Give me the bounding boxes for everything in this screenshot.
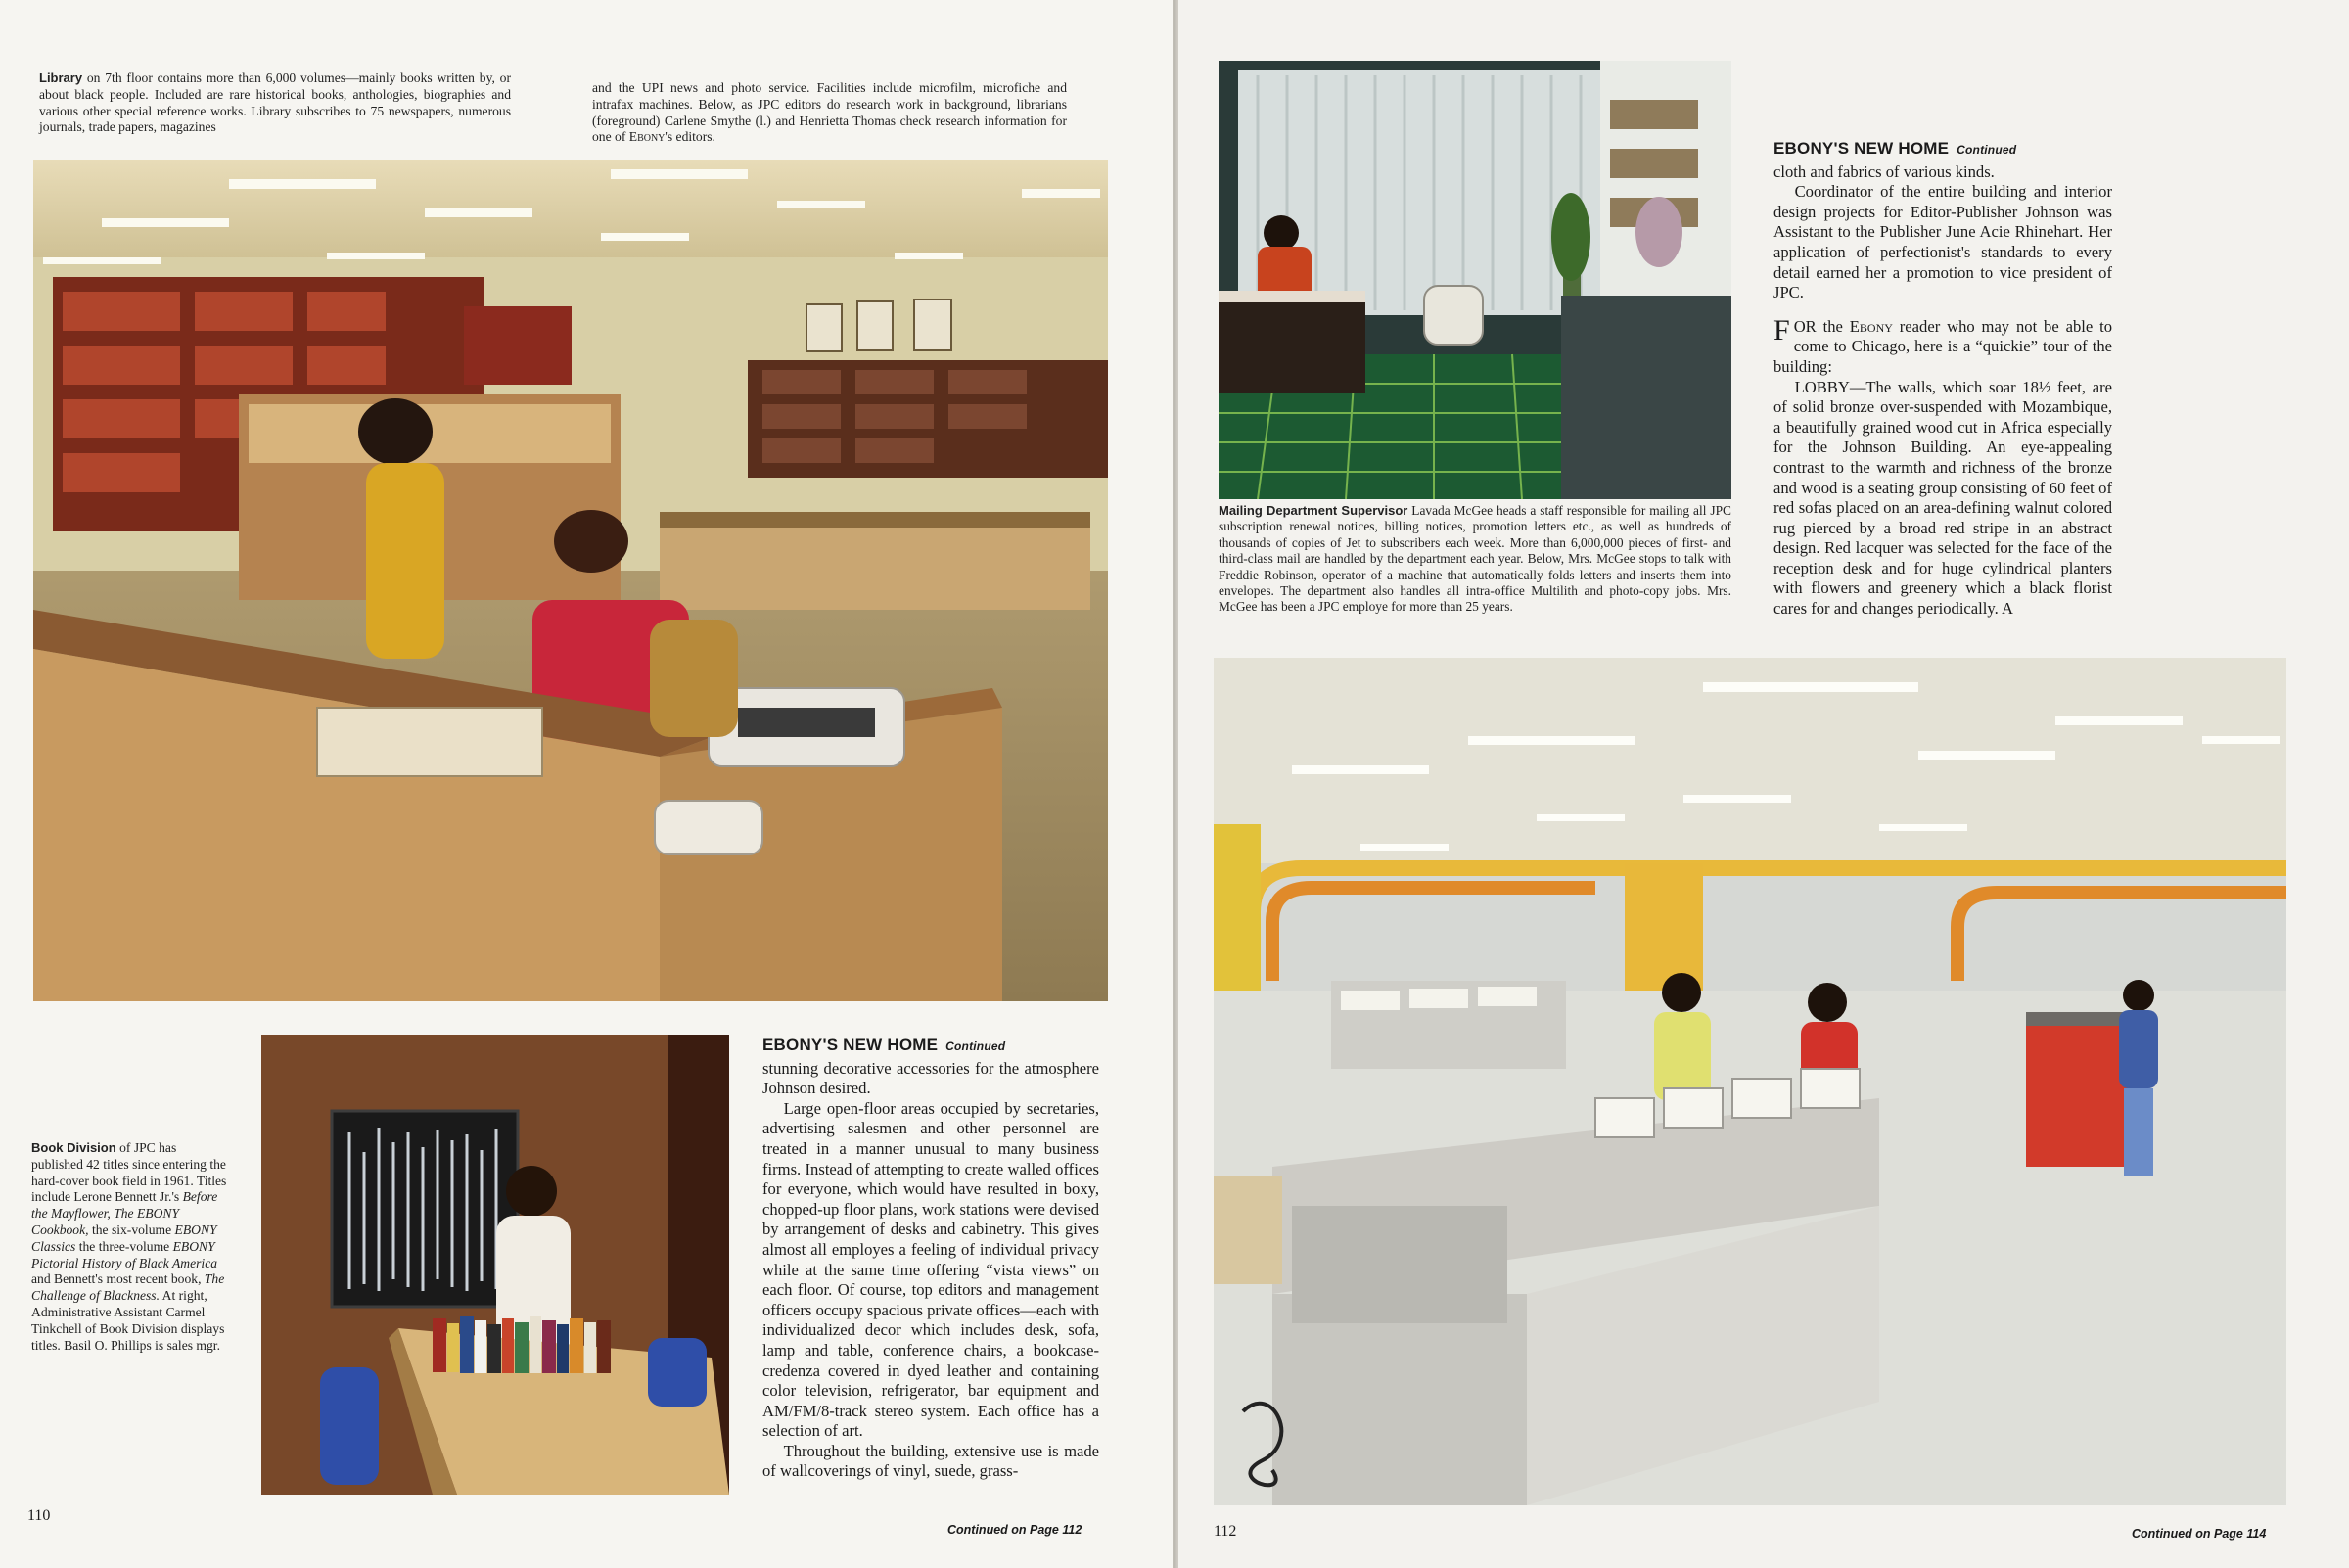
article-paragraph: Large open-floor areas occupied by secretaries, advertising salesmen and other personnel are treated in a manner unusual to many business firms. Instead of attempting to create walled offices for everyone, which would have resulted in boxy, chopped-up floor plans, work stations were devised by arrangement of desks and cabinetry. This gives almost all employes a feeling of individual privacy while at the same time offering “vista views” on each floor. Of course, top editors and management officers occupy spacious private offices—each with individualized decor which includes desk, sofa, lamp and table, conference chairs, a bookcase-credenza covered in dyed leather and containing color television, refrigerator, bar equipment and AM/FM/8-track stereo system. Each office has a selection of art.	[762, 1098, 1099, 1441]
book-caption-title3: EBONY Pictorial History of Black America	[31, 1238, 218, 1270]
library-caption-col2	[592, 80, 1067, 146]
headline-continued: Continued	[1957, 143, 2017, 157]
book-caption-title2: EBONY Classics	[31, 1222, 217, 1254]
article-headline-left	[762, 1036, 1099, 1057]
headline-text: EBONY'S NEW HOME	[1773, 139, 1950, 158]
library-photo	[33, 160, 1108, 1001]
article-paragraph: cloth and fabrics of various kinds.	[1773, 161, 1995, 181]
library-caption-lead: Library	[39, 70, 83, 85]
editors-tail: 's editors.	[665, 129, 715, 145]
right-page	[1178, 0, 2349, 1568]
book-caption-title1: Before the Mayflower, The EBONY Cookbook,	[31, 1189, 218, 1237]
library-caption-col1	[39, 70, 511, 136]
mailing-caption-lead: Mailing Department Supervisor	[1219, 503, 1408, 518]
library-caption-text2: and the UPI news and photo service. Facilities include microfilm, microfiche and intrafax machines. Below, as JPC editors do research work in background, librarians (foreground) Carlene Smythe (l.) and Henrietta Thomas check research information for one of	[592, 80, 1067, 145]
left-page	[0, 0, 1173, 1568]
book-caption-text1: of JPC has published 42 titles since entering the hard-cover book field in 1961. Titles include Lerone Bennett Jr.'s	[31, 1140, 227, 1205]
page-number-left: 110	[27, 1507, 51, 1524]
article-paragraph: Coordinator of the entire building and interior design projects for Editor-Publisher Johnson was Assistant to the Publisher June Acie Rhinehart. Her application of perfectionist's standards to every detail earned her a promotion to vice president of JPC.	[1773, 182, 2112, 302]
mailing-room-photo	[1214, 658, 2286, 1505]
headline-continued: Continued	[945, 1039, 1006, 1053]
mailing-caption	[1219, 503, 1731, 616]
mailing-room-illustration	[1214, 658, 2286, 1505]
book-division-illustration	[261, 1035, 729, 1495]
ebony-smallcaps: Ebony	[628, 129, 666, 145]
continued-on-right: Continued on Page 114	[2132, 1527, 2267, 1541]
headline-text: EBONY'S NEW HOME	[762, 1036, 939, 1054]
mailing-caption-text: Lavada McGee heads a staff responsible for mailing all JPC subscription renewal notices, billing notices, promotion letters etc., as well as hundreds of thousands of copies of Jet to subscribers each week. More than 6,000,000 pieces of first- and third-class mail are handled by the department each year. Below, Mrs. McGee stops to talk with Freddie Robinson, operator of a machine that automatically folds letters and inserts them into envelopes. The department also handles all intra-office Multilith and photo-copy jobs. Mrs. McGee has been a JPC employe for more than 25 years.	[1219, 503, 1731, 615]
tour-intro-a: OR the	[1793, 316, 1843, 336]
article-headline-right	[1773, 139, 2112, 161]
book-caption-text4: and Bennett's most recent book,	[31, 1271, 202, 1287]
book-division-caption	[31, 1140, 227, 1354]
drop-cap: F	[1773, 313, 1790, 346]
article-paragraph: Throughout the building, extensive use is made of wallcoverings of vinyl, suede, grass-	[762, 1441, 1099, 1481]
book-division-photo	[261, 1035, 729, 1495]
article-column-left	[762, 1036, 1099, 1482]
continued-on-left: Continued on Page 112	[947, 1523, 1082, 1537]
page-number-right: 112	[1214, 1523, 1237, 1540]
book-caption-text2: the six-volume	[91, 1222, 172, 1237]
article-paragraph: LOBBY—The walls, which soar 18½ feet, are of solid bronze over-suspended with Mozambique, a beautifully grained wood cut in Africa especially for the Johnson Building. An eye-appealing contrast to the warmth and richness of the bronze and wood is a seating group consisting of 60 feet of red sofas placed on an area-defining walnut colored rug pierced by a broad red stripe in an abstract design. Red lacquer was selected for the face of the reception desk and for huge cylindrical planters with flowers and greenery which a black florist cares for and changes periodically. A	[1773, 377, 2112, 619]
mailing-supervisor-illustration	[1219, 61, 1731, 499]
book-caption-text5: At right, Administrative Assistant Carmel Tinkchell of Book Division displays titles. Basil O. Phillips is sales mgr.	[31, 1288, 225, 1353]
library-photo-illustration	[33, 160, 1108, 1001]
library-caption-text1: on 7th floor contains more than 6,000 volumes—mainly books written by, or about black people. Included are rare historical books, anthologies, biographies and various other special reference works. Library subscribes to 75 newspapers, numerous journals, trade papers, magazines	[39, 70, 511, 135]
article-paragraph-tour	[1773, 313, 2112, 378]
book-caption-lead: Book Division	[31, 1140, 116, 1155]
mailing-supervisor-photo	[1219, 61, 1731, 499]
article-column-right	[1773, 139, 2112, 620]
ebony-smallcaps: Ebony	[1849, 316, 1893, 336]
book-caption-title4: The Challenge of Blackness.	[31, 1271, 225, 1304]
tour-intro-b: reader who may not be able to come to Chicago, here is a “quickie” tour of the building:	[1773, 316, 2112, 376]
book-caption-text3: the three-volume	[78, 1238, 170, 1254]
article-paragraph: stunning decorative accessories for the atmosphere Johnson desired.	[762, 1058, 1099, 1098]
